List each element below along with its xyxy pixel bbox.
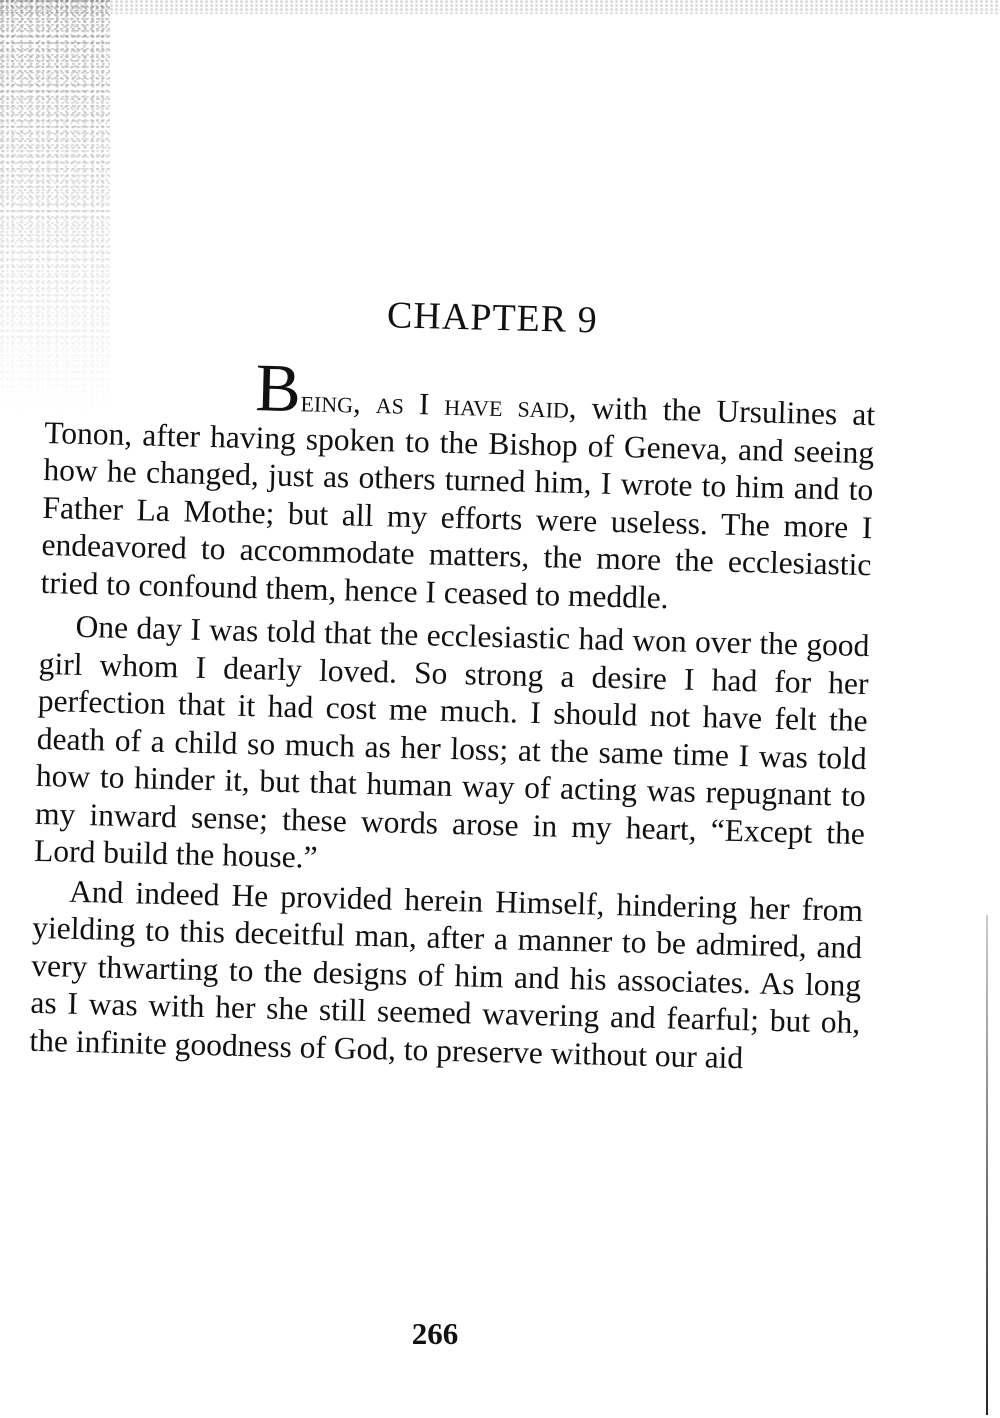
scan-noise-top: [0, 0, 1000, 14]
paragraph-3: And indeed He provided herein Himself, hindering her from yielding to this deceitful man, after a manner to be admired, and very thwarting to the designs of him and his associates. As long as I was with her she still seemed wavering and fearful; but oh, the infinite goodness of God, to preserve without our aid: [29, 873, 864, 1075]
page-body: [29, 285, 878, 1079]
page-number: 266: [411, 1316, 459, 1351]
paragraph-1-text: with the Ursulines at Tonon, after having spoken to the Bishop of Geneva, and seeing how he changed, just as others turned him, I wrote to him and to Father La Mothe; but all my efforts were useless. The more I endeavored to accommodate matters, the more the ecclesiastic tried to confound them, hence I ceased to meddle.: [40, 389, 876, 615]
page-edge-shadow: [986, 915, 988, 1415]
opening-small-caps: eing, as I have said,: [300, 383, 578, 425]
initial-letter: B: [254, 349, 302, 427]
paragraph-1: [40, 349, 876, 621]
chapter-title: CHAPTER 9: [386, 294, 599, 342]
paragraph-2: One day I was told that the ecclesiastic had won over the good girl whom I dearly loved. So strong a desire I had for her perfection that it had cost me much. I should not have felt the death of a child so much as her loss; at the same time I was told how to hinder it, but that human way of acting was repugnant to my inward sense; these words arose in my heart, “Except the Lord build the house.”: [33, 608, 870, 875]
